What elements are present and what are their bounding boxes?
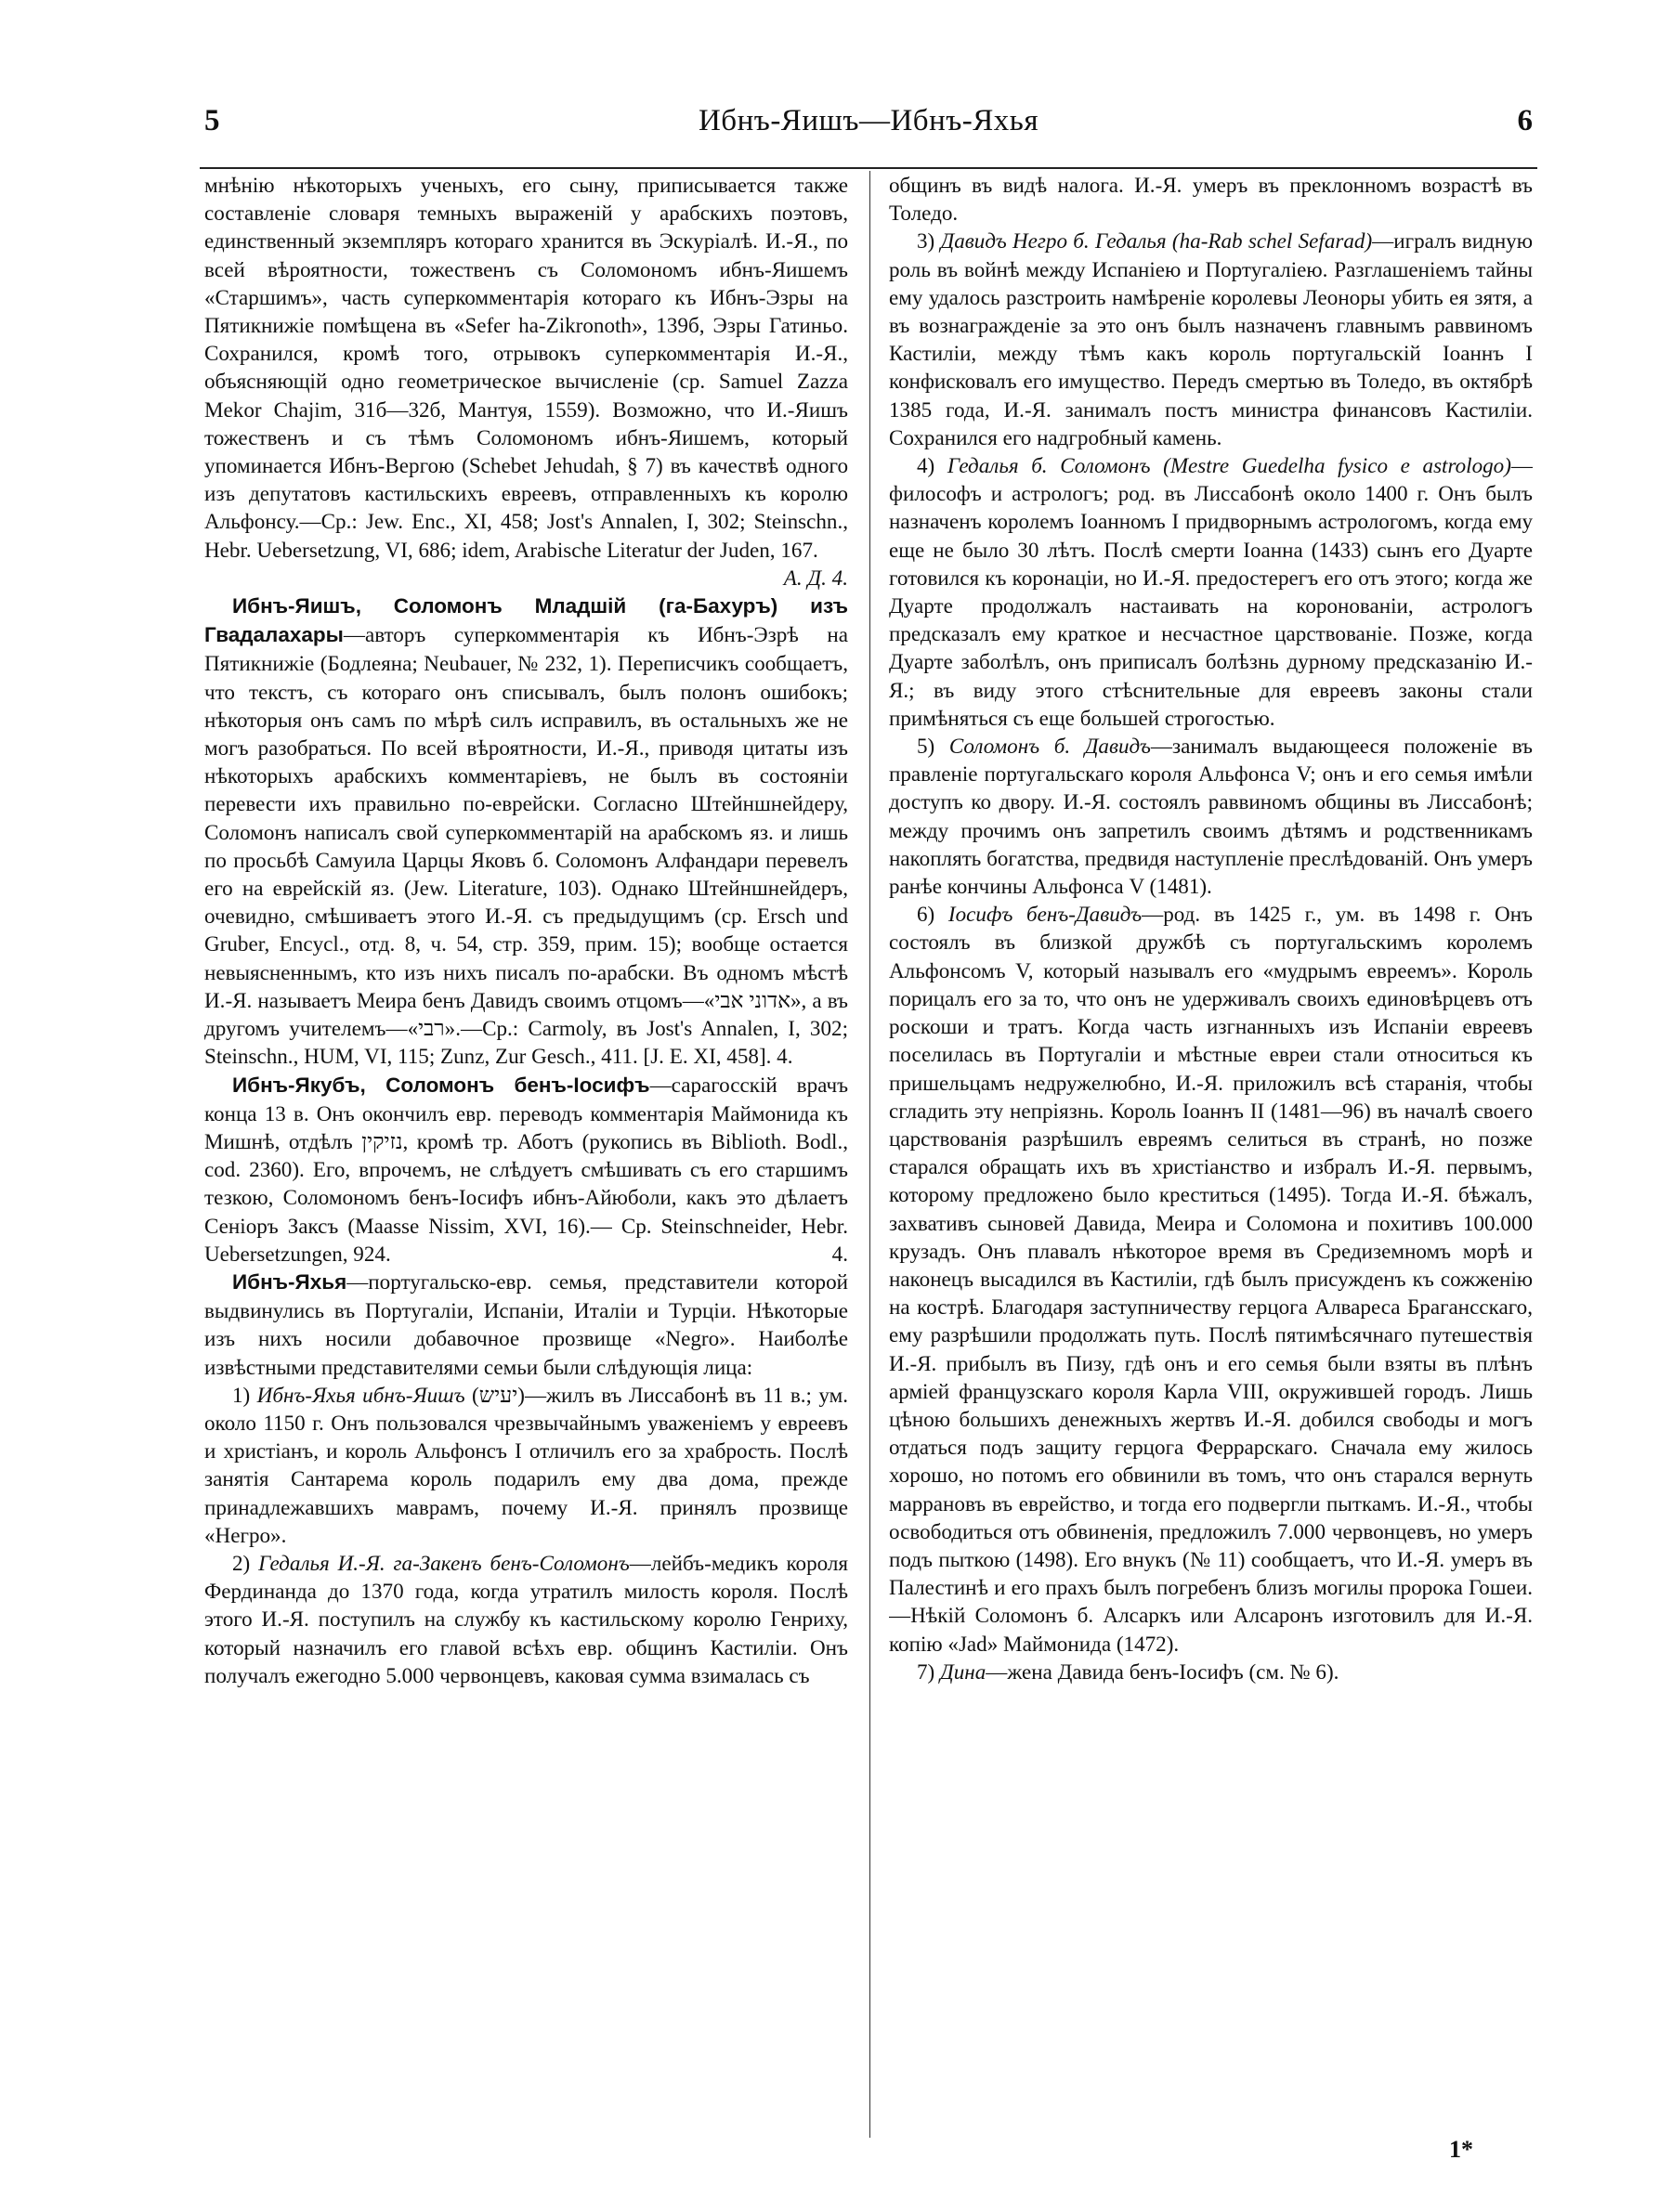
entry-headword: Ибнъ-Яхья bbox=[232, 1269, 347, 1294]
list-item: 4) Гедалья б. Соломонъ (Mestre Guedelha fysico e astrologo)—философъ и астрологъ; род. въ Лиссабонѣ около 1400 г. Онъ былъ назначенъ королемъ Іоанномъ I придворнымъ астрологомъ, когда ему еще не было 30 лѣтъ. Послѣ смерти Іоанна (1433) сынъ его Дуарте готовился къ коронаціи, но И.-Я. предостерегъ его отъ этого; когда же Дуарте продолжалъ настаивать на коронованіи, астрологъ предсказалъ ему краткое и несчастное царствованіе. Позже, когда Дуарте заболѣлъ, онъ приписалъ болѣзнь дурному предсказанію И.-Я.; въ виду этого стѣснительные для евреевъ законы стали примѣняться съ еще большей строгостью. bbox=[889, 453, 1533, 730]
entry-ibn-yaish-solomon-younger: Ибнъ-Яишъ, Соломонъ Младшій (га-Бахуръ) изъ Гвадалахары—авторъ суперкомментарія къ Ибнъ-Эзрѣ на Пятикнижіе (Бодлеяна; Neubauer, № 232, 1). Переписчикъ сообщаетъ, что текстъ, съ котораго онъ списывалъ, былъ полонъ ошибокъ; нѣкоторыя онъ самъ по мѣрѣ силъ исправилъ, въ остальныхъ же не могъ разобраться. По всей вѣроятности, И.-Я., приводя цитаты изъ нѣкоторыхъ арабскихъ комментаріевъ, не былъ въ состояніи перевести ихъ правильно по-еврейски. Согласно Штейншнейдеру, Соломонъ написалъ свой суперкомментарій на арабскомъ яз. и лишь по просьбѣ Самуила Царцы Яковъ б. Соломонъ Алфандари перевелъ его на еврейскій яз. (Jew. Literature, 103). Однако Штейншнейдеръ, очевидно, смѣшиваетъ этого И.-Я. съ предыдущимъ (ср. Ersch und Gruber, Encycl., отд. 8, ч. 54, стр. 359, прим. 15); вообще остается невыясненнымъ, кто изъ нихъ писалъ по-арабски. Въ одномъ мѣстѣ И.-Я. называетъ Меира бенъ Давидъ своимъ отцомъ—«אדוני אבי», а въ другомъ учителемъ—«רבי».—Ср.: Carmoly, въ Jost's Annalen, I, 302; Steinschn., HUM, VI, 115; Zunz, Zur Gesch., 411. [J. E. XI, 458]. 4. bbox=[204, 594, 848, 1069]
page-header bbox=[204, 104, 1533, 150]
page-number-left: 5 bbox=[204, 104, 220, 137]
list-item: 3) Давидъ Негро б. Гедалья (ha-Rab schel Sefarad)—игралъ видную роль въ войнѣ между Испаніею и Португаліею. Разглашеніемъ тайны ему удалось разстроить намѣреніе королевы Леоноры убить ея зятя, а въ вознагражденіе за это онъ былъ назначенъ главнымъ раввиномъ Кастиліи, между тѣмъ какъ король португальскій Іоаннъ I конфисковалъ его имущество. Передъ смертью въ Толедо, въ октябрѣ 1385 года, И.-Я. занималъ постъ министра финансовъ Кастиліи. Сохранился его надгробный камень. bbox=[889, 228, 1533, 449]
person-name: Гедалья И.-Я. га-Закенъ бенъ-Соломонъ bbox=[258, 1550, 630, 1575]
entry-ibn-yakub: Ибнъ-Якубъ, Соломонъ бенъ-Іосифъ—сарагосскій врачъ конца 13 в. Онъ окончилъ евр. переводъ комментарія Маймонида къ Мишнѣ, отдѣлъ נזיקין, кромѣ тр. Аботъ (рукопись въ Biblioth. Bodl., cod. 2360). Его, впрочемъ, не слѣдуетъ смѣшивать съ его старшимъ тезкою, Соломономъ бенъ-Іосифъ ибнъ-Айюболи, какъ это дѣлаетъ Сеніоръ Заксъ (Maasse Nissim, XVI, 16).— Ср. Steinschneider, Hebr. Uebersetzungen, 924. 4. bbox=[204, 1071, 848, 1268]
entry-headword: Ибнъ-Яишъ, Соломонъ Младшій (га-Бахуръ) изъ Гвадалахары bbox=[204, 594, 848, 647]
person-name: Дина bbox=[940, 1659, 986, 1684]
header-rule bbox=[200, 167, 1537, 169]
person-name: Ибнъ-Яхья ибнъ-Яишъ bbox=[256, 1382, 465, 1407]
list-item: 6) Іосифъ бенъ-Давидъ—род. въ 1425 г., ум. въ 1498 г. Онъ состоялъ въ близкой дружбѣ съ португальскимъ королемъ Альфонсомъ V, который называлъ его «мудрымъ евреемъ». Король порицалъ его за то, что онъ не удерживалъ своихъ единовѣрцевъ отъ роскоши и тратъ. Когда часть изгнанныхъ изъ Испаніи евреевъ поселилась въ Португаліи и мѣстные евреи стали относиться къ пришельцамъ недружелюбно, И.-Я. приложилъ всѣ старанія, чтобы сгладить эту непріязнь. Король Іоаннъ II (1481—96) въ началѣ своего царствованія разрѣшилъ евреямъ селиться въ странѣ, но позже старался обращать ихъ въ христіанство и избралъ И.-Я. первымъ, которому предложено было креститься (1495). Тогда И.-Я. бѣжалъ, захвативъ сыновей Давида, Меира и Соломона и похитивъ 100.000 крузадъ. Онъ плавалъ нѣкоторое время въ Средиземномъ морѣ и наконецъ высадился въ Кастиліи, гдѣ былъ присужденъ къ сожженію на кострѣ. Благодаря заступничеству герцога Алвареса Брагансскаго, ему разрѣшили продолжать путь. Послѣ пятимѣсячнаго путешествія И.-Я. прибылъ въ Пизу, гдѣ онъ и его семья были взяты въ плѣнъ арміей французскаго короля Карла VIII, окружившей городъ. Лишь цѣною большихъ денежныхъ жертвъ И.-Я. добился свободы и могъ отдаться подъ защиту герцога Феррарскаго. Сначала ему жилось хорошо, но потомъ его обвинили въ томъ, что онъ старался вернуть маррановъ въ еврейство, и тогда его подвергли пыткамъ. И.-Я., чтобы освободиться отъ обвиненія, предложилъ 7.000 червонцевъ, но умеръ подъ пыткою (1498). Его внукъ (№ 11) сообщаетъ, что И.-Я. умеръ въ Палестинѣ и его прахъ былъ погребенъ близъ могилы пророка Гошеи.—Нѣкій Соломонъ б. Алсаркъ или Алсаронъ изготовилъ для И.-Я. копію «Jad» Маймонида (1472). bbox=[889, 902, 1533, 1656]
list-item: 2) Гедалья И.-Я. га-Закенъ бенъ-Соломонъ—лейбъ-медикъ короля Фердинанда до 1370 года, когда утратилъ милость короля. Послѣ этого И.-Я. поступилъ на службу къ кастильскому королю Генриху, который назначилъ его главой всѣхъ евр. общинъ Кастиліи. Онъ получалъ ежегодно 5.000 червонцевъ, каковая сумма взималась съ bbox=[204, 1550, 848, 1687]
list-item: 7) Дина—жена Давида бенъ-Іосифъ (см. № 6). bbox=[917, 1659, 1339, 1684]
right-column bbox=[889, 171, 1533, 2149]
person-name: Іосифъ бенъ-Давидъ bbox=[947, 902, 1143, 927]
entry-continuation: общинъ въ видѣ налога. И.-Я. умеръ въ преклонномъ возрастѣ въ Толедо. bbox=[889, 173, 1533, 226]
author-signature: А. Д. 4. bbox=[783, 565, 848, 590]
running-title: Ибнъ-Яишъ—Ибнъ-Яхья bbox=[698, 104, 1039, 137]
page-number-right: 6 bbox=[1517, 104, 1533, 137]
person-name: Гедалья б. Соломонъ (Mestre Guedelha fysico e astrologo) bbox=[947, 453, 1511, 478]
entry-continuation: мнѣнію нѣкоторыхъ ученыхъ, его сыну, приписывается также составленіе словаря темныхъ выраженій у арабскихъ поэтовъ, единственный экземпляръ котораго хранится въ Эскуріалѣ. И.-Я., по всей вѣроятности, тожественъ съ Соломономъ ибнъ-Яишемъ «Старшимъ», часть суперкомментарія котораго къ Ибнъ-Эзры на Пятикнижіе помѣщена въ «Sefer ha-Zikronoth», 139б, Эзры Гатиньо. Сохранился, кромѣ того, отрывокъ суперкомментарія И.-Я., объясняющій одно геометрическое вычисленіе (ср. Samuel Zazza Mekor Chajim, 31б—32б, Мантуя, 1559). Возможно, что И.-Яишъ тожественъ и съ тѣмъ Соломономъ ибнъ-Яишемъ, который упоминается Ибнъ-Вергою (Schebet Jehudah, § 7) въ качествѣ одного изъ депутатовъ кастильскихъ евреевъ, отправленныхъ къ королю Альфонсу.—Ср.: Jew. Enc., XI, 458; Jost's Annalen, I, 302; Steinschn., Hebr. Uebersetzung, VI, 686; idem, Arabische Literatur der Juden, 167. А. Д. 4. bbox=[204, 171, 848, 564]
person-name: Давидъ Негро б. Гедалья (ha-Rab schel Sefarad) bbox=[940, 228, 1373, 254]
list-item: 5) Соломонъ б. Давидъ—занималъ выдающееся положеніе въ правленіе португальскаго короля Альфонса V; онъ и его семья имѣли доступъ ко двору. И.-Я. состоялъ раввиномъ общины въ Лиссабонѣ; между прочимъ онъ запретилъ своимъ дѣтямъ и родственникамъ накоплять богатства, предвидя наступленіе преслѣдованій. Онъ умеръ ранѣе кончины Альфонса V (1481). bbox=[889, 734, 1533, 899]
person-name: Соломонъ б. Давидъ bbox=[948, 734, 1151, 759]
entry-ibn-yahya: Ибнъ-Яхья—португальско-евр. семья, представители которой выдвинулись въ Португаліи, Испаніи, Италіи и Турціи. Нѣкоторые изъ нихъ носили добавочное прозвище «Negro». Наиболѣе извѣстными представителями семьи были слѣдующія лица: bbox=[204, 1269, 848, 1379]
author-signature: 4. bbox=[831, 1241, 848, 1266]
left-column bbox=[204, 171, 848, 2149]
column-divider bbox=[869, 171, 870, 2138]
signature-mark: 1* bbox=[1449, 2136, 1473, 2163]
entry-headword: Ибнъ-Якубъ, Соломонъ бенъ-Іосифъ bbox=[232, 1073, 650, 1097]
list-item: 1) Ибнъ-Яхья ибнъ-Яишъ (יעיש)—жилъ въ Лиссабонѣ въ 11 в.; ум. около 1150 г. Онъ пользовался чрезвычайнымъ уваженіемъ у евреевъ и христіанъ, и король Альфонсъ I отличилъ его за храбрость. Послѣ занятія Сантарема король подарилъ ему два дома, прежде принадлежавшихъ маврамъ, почему И.-Я. принялъ прозвище «Негро». bbox=[204, 1382, 848, 1547]
